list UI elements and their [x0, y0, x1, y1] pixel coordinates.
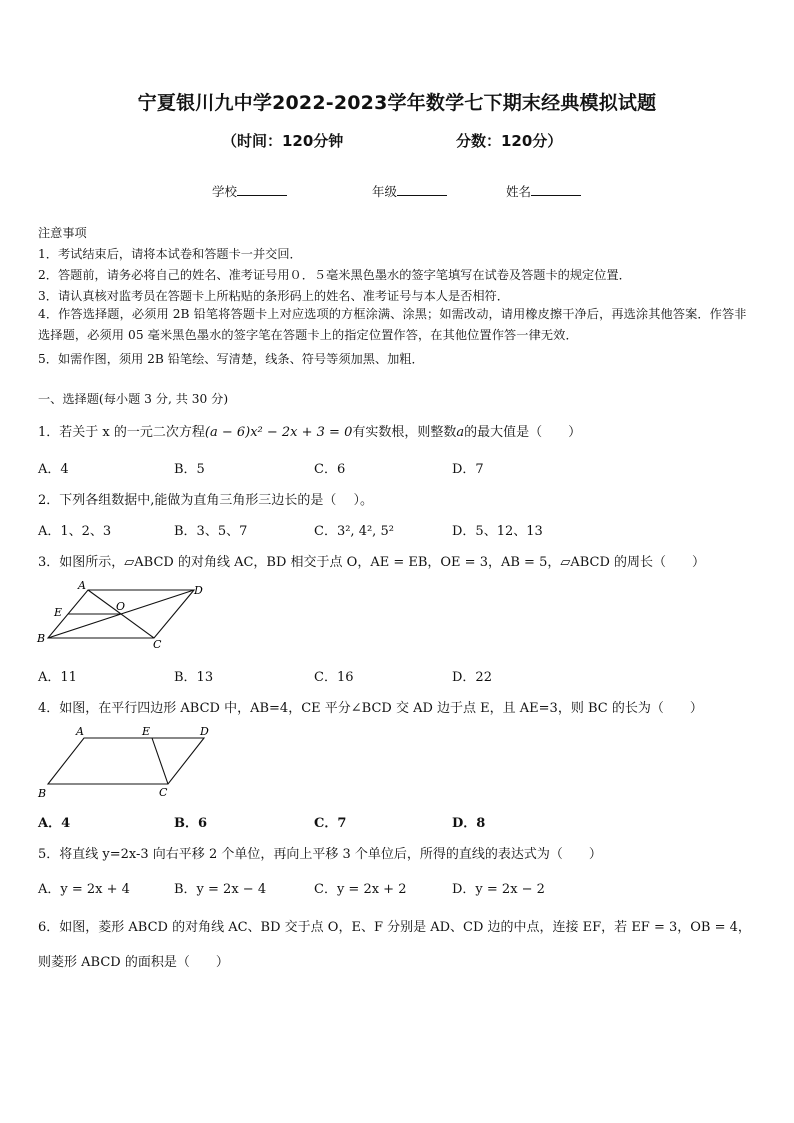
- question-2: 2．下列各组数据中,能做为直角三角形三边长的是（ ）。: [38, 493, 374, 508]
- q4-label-a: A: [76, 725, 84, 738]
- q3-label-d: D: [194, 584, 203, 597]
- q3-label-b: B: [37, 632, 46, 645]
- school-label: 学校: [212, 184, 238, 199]
- q1-stem-a: 1．若关于 x 的一元二次方程: [38, 425, 205, 440]
- q5-option-d[interactable]: D．y = 2x − 2: [452, 882, 545, 897]
- q1-stem-b: 有实数根，则整数: [352, 425, 457, 440]
- question-4: 4．如图，在平行四边形 ABCD 中，AB=4，CE 平分∠BCD 交 AD 边于点 E，且 AE=3，则 BC 的长为（ ）: [38, 701, 703, 716]
- q4-option-a[interactable]: A．4: [38, 816, 71, 831]
- note-item-3: 3．请认真核对监考员在答题卡上所粘贴的条形码上的姓名、准考证号与本人是否相符．: [38, 289, 509, 303]
- question-3: 3．如图所示，▱ABCD 的对角线 AC，BD 相交于点 O，AE = EB，OE = 3，AB = 5，▱ABCD 的周长（ ）: [38, 555, 706, 570]
- school-field: [212, 182, 287, 200]
- q1-formula: (a − 6)x² − 2x + 3 = 0: [204, 425, 353, 440]
- q4-label-b: B: [38, 787, 47, 800]
- grade-field: [372, 182, 447, 200]
- q1-option-c[interactable]: C．6: [314, 462, 346, 477]
- q4-option-d[interactable]: D．8: [452, 816, 486, 831]
- q3-label-e: E: [54, 606, 63, 619]
- grade-label: 年级: [372, 184, 398, 199]
- q4-option-c[interactable]: C．7: [314, 816, 347, 831]
- q3-option-d[interactable]: D．22: [452, 670, 492, 685]
- q2-option-d[interactable]: D．5、12、13: [452, 524, 543, 539]
- q5-option-c[interactable]: C．y = 2x + 2: [314, 882, 407, 897]
- q3-label-a: A: [78, 580, 86, 592]
- school-blank[interactable]: [237, 183, 287, 196]
- q3-option-b[interactable]: B．13: [174, 670, 214, 685]
- q1-option-a[interactable]: A．4: [38, 462, 69, 477]
- question-1: [38, 421, 581, 440]
- q1-option-b[interactable]: B．5: [174, 462, 205, 477]
- q3-parallelogram-figure: [34, 580, 214, 652]
- section-heading: 一、选择题(每小题 3 分, 共 30 分): [38, 392, 229, 406]
- q3-label-o: O: [116, 600, 126, 613]
- q4-parallelogram-figure: [34, 722, 224, 802]
- q3-option-c[interactable]: C．16: [314, 670, 354, 685]
- q5-option-a[interactable]: A．y = 2x + 4: [38, 882, 130, 897]
- notes-heading: 注意事项: [38, 226, 87, 240]
- q5-option-b[interactable]: B．y = 2x − 4: [174, 882, 267, 897]
- q3-option-a[interactable]: A．11: [38, 670, 77, 685]
- note-item-4: 4．作答选择题，必须用 2B 铅笔将答题卡上对应选项的方框涂满、涂黑；如需改动，请用橡皮擦干净后，再选涂其他答案．作答非选择题，必须用 05 毫米黑色墨水的签字笔在答题卡上的指定位置作答，在其他位置作答一律无效．: [38, 307, 747, 342]
- q2-option-c[interactable]: C．3², 4², 5²: [314, 524, 394, 539]
- q1-stem-c: 的最大值是（ ）: [464, 425, 582, 440]
- q4-label-c: C: [159, 786, 168, 799]
- exam-score: 分数：120分）: [456, 132, 563, 150]
- q3-label-c: C: [153, 638, 162, 651]
- question-6: 6．如图，菱形 ABCD 的对角线 AC、BD 交于点 O，E、F 分别是 AD、CD 边的中点，连接 EF，若 EF = 3，OB = 4，: [38, 920, 751, 935]
- exam-time: （时间：120分钟: [222, 132, 344, 150]
- note-item-1: 1．考试结束后，请将本试卷和答题卡一并交回．: [38, 247, 302, 261]
- name-blank[interactable]: [531, 183, 581, 196]
- name-label: 姓名: [506, 184, 532, 199]
- note-item-5: 5．如需作图，须用 2B 铅笔绘、写清楚，线条、符号等须加黑、加粗．: [38, 352, 424, 366]
- q4-option-b[interactable]: B．6: [174, 816, 208, 831]
- name-field: [506, 182, 581, 200]
- q1-option-d[interactable]: D．7: [452, 462, 484, 477]
- note-item-2: 2．答题前，请务必将自己的姓名、准考证号用０．５毫米黑色墨水的签字笔填写在试卷及答题卡的规定位置．: [38, 268, 631, 282]
- grade-blank[interactable]: [397, 183, 447, 196]
- q1-var: a: [456, 425, 465, 440]
- question-5: 5．将直线 y=2x-3 向右平移 2 个单位，再向上平移 3 个单位后，所得的直线的表达式为（ ）: [38, 847, 602, 862]
- q4-label-d: D: [200, 725, 209, 738]
- question-6-cont: 则菱形 ABCD 的面积是（ ）: [38, 955, 229, 970]
- page-title: 宁夏银川九中学2022-2023学年数学七下期末经典模拟试题: [137, 92, 657, 114]
- q4-label-e: E: [142, 725, 151, 738]
- q2-option-a[interactable]: A．1、2、3: [38, 524, 112, 539]
- q2-option-b[interactable]: B．3、5、7: [174, 524, 248, 539]
